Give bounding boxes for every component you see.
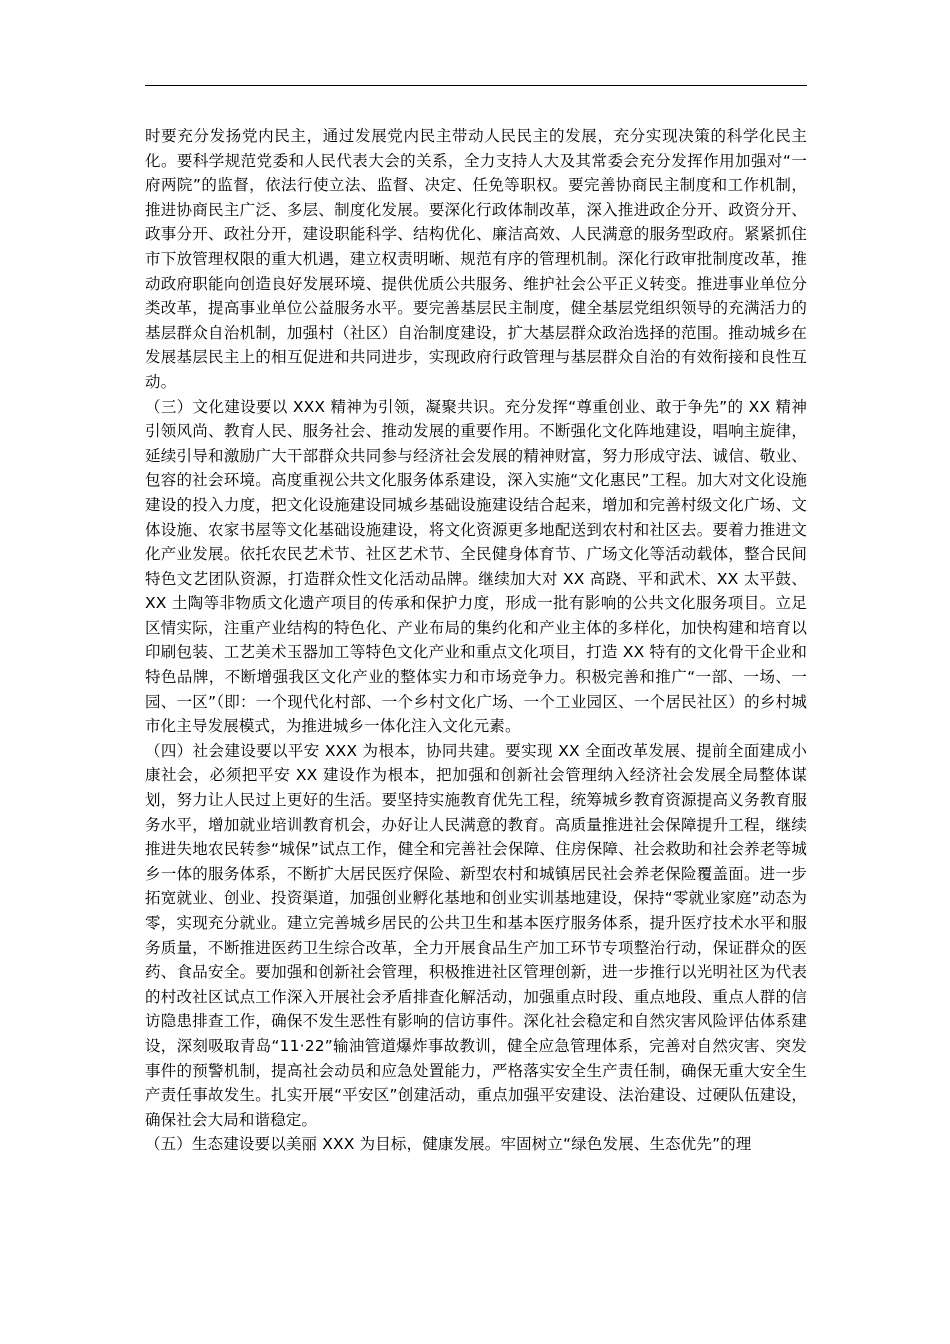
paragraph-political-construction: 时要充分发扬党内民主，通过发展党内民主带动人民民主的发展，充分实现决策的科学化民主化。要科学规范党委和人民代表大会的关系，全力支持人大及其常委会充分发挥作用加强对“一府两院”的监督，依法行使立法、监督、决定、任免等职权。要完善协商民主制度和工作机制，推进协商民主广泛、多层、制度化发展。要深化行政体制改革，深入推进政企分开、政资分开、政事分开、政社分开，建设职能科学、结构优化、廉洁高效、人民满意的服务型政府。紧紧抓住市下放管理权限的重大机遇，建立权责明晰、规范有序的管理机制。深化行政审批制度改革，推动政府职能向创造良好发展环境、提供优质公共服务、维护社会公平正义转变。推进事业单位分类改革，提高事业单位公益服务水平。要完善基层民主制度，健全基层党组织领导的充满活力的基层群众自治机制，加强村（社区）自治制度建设，扩大基层群众政治选择的范围。推动城乡在发展基层民主上的相互促进和共同进步，实现政府行政管理与基层群众自治的有效衔接和良性互动。 <box>145 127 807 391</box>
paragraph-cultural-construction: （三）文化建设要以 XXX 精神为引领，凝聚共识。充分发挥“尊重创业、敢于争先”的 XX 精神引领风尚、教育人民、服务社会、推动发展的重要作用。不断强化文化阵地建设，唱响主旋律，延续引导和激励广大干部群众共同参与经济社会发展的精神财富，努力形成守法、诚信、敬业、包容的社会环境。高度重视公共文化服务体系建设，深入实施“文化惠民”工程。加大对文化设施建设的投入力度，把文化设施建设同城乡基础设施建设结合起来，增加和完善村级文化广场、文体设施、农家书屋等文化基础设施建设，将文化资源更多地配送到农村和社区去。要着力推进文化产业发展。依托农民艺术节、社区艺术节、全民健身体育节、广场文化等活动载体，整合民间特色文艺团队资源，打造群众性文化活动品牌。继续加大对 XX 高跷、平和武术、XX 太平鼓、XX 土陶等非物质文化遗产项目的传承和保护力度，形成一批有影响的公共文化服务项目。立足区情实际，注重产业结构的特色化、产业布局的集约化和产业主体的多样化，加快构建和培育以印刷包装、工艺美术玉器加工等特色文化产业和重点文化项目，打造 XX 特有的文化骨干企业和特色品牌，不断增强我区文化产业的整体实力和市场竞争力。积极完善和推广“一部、一场、一园、一区”（即：一个现代化村部、一个乡村文化广场、一个工业园区、一个居民社区）的乡村城市化主导发展模式，为推进城乡一体化注入文化元素。 <box>145 397 807 736</box>
body-text <box>145 124 807 1157</box>
paragraph-social-construction: （四）社会建设要以平安 XXX 为根本，协同共建。要实现 XX 全面改革发展、提前全面建成小康社会，必须把平安 XX 建设作为根本，把加强和创新社会管理纳入经济社会发展全局整体谋划，努力让人民过上更好的生活。要坚持实施教育优先工程，统筹城乡教育资源提高义务教育服务水平，增加就业培训教育机会，办好让人民满意的教育。高质量推进社会保障提升工程，继续推进失地农民转参“城保”试点工作，健全和完善社会保障、住房保障、社会救助和社会养老等城乡一体的服务体系，不断扩大居民医疗保险、新型农村和城镇居民社会养老保险覆盖面。进一步拓宽就业、创业、投资渠道，加强创业孵化基地和创业实训基地建设，保持“零就业家庭”动态为零，实现充分就业。建立完善城乡居民的公共卫生和基本医疗服务体系，提升医疗技术水平和服务质量，不断推进医药卫生综合改革，全力开展食品生产加工环节专项整治行动，保证群众的医药、食品安全。要加强和创新社会管理，积极推进社区管理创新，进一步推行以光明社区为代表的村改社区试点工作深入开展社会矛盾排查化解活动，加强重点时段、重点地段、重点人群的信访隐患排查工作，确保不发生恶性有影响的信访事件。深化社会稳定和自然灾害风险评估体系建设，深刻吸取青岛“11·22”输油管道爆炸事故教训，健全应急管理体系，完善对自然灾害、突发事件的预警机制，提高社会动员和应急处置能力，严格落实安全生产责任制，确保无重大安全生产责任事故发生。扎实开展“平安区”创建活动，重点加强平安建设、法治建设、过硬队伍建设，确保社会大局和谐稳定。 <box>145 741 807 1129</box>
header-rule <box>145 85 807 86</box>
paragraph-ecological-construction: （五）生态建设要以美丽 XXX 为目标，健康发展。牢固树立“绿色发展、生态优先”的理 <box>145 1135 752 1154</box>
